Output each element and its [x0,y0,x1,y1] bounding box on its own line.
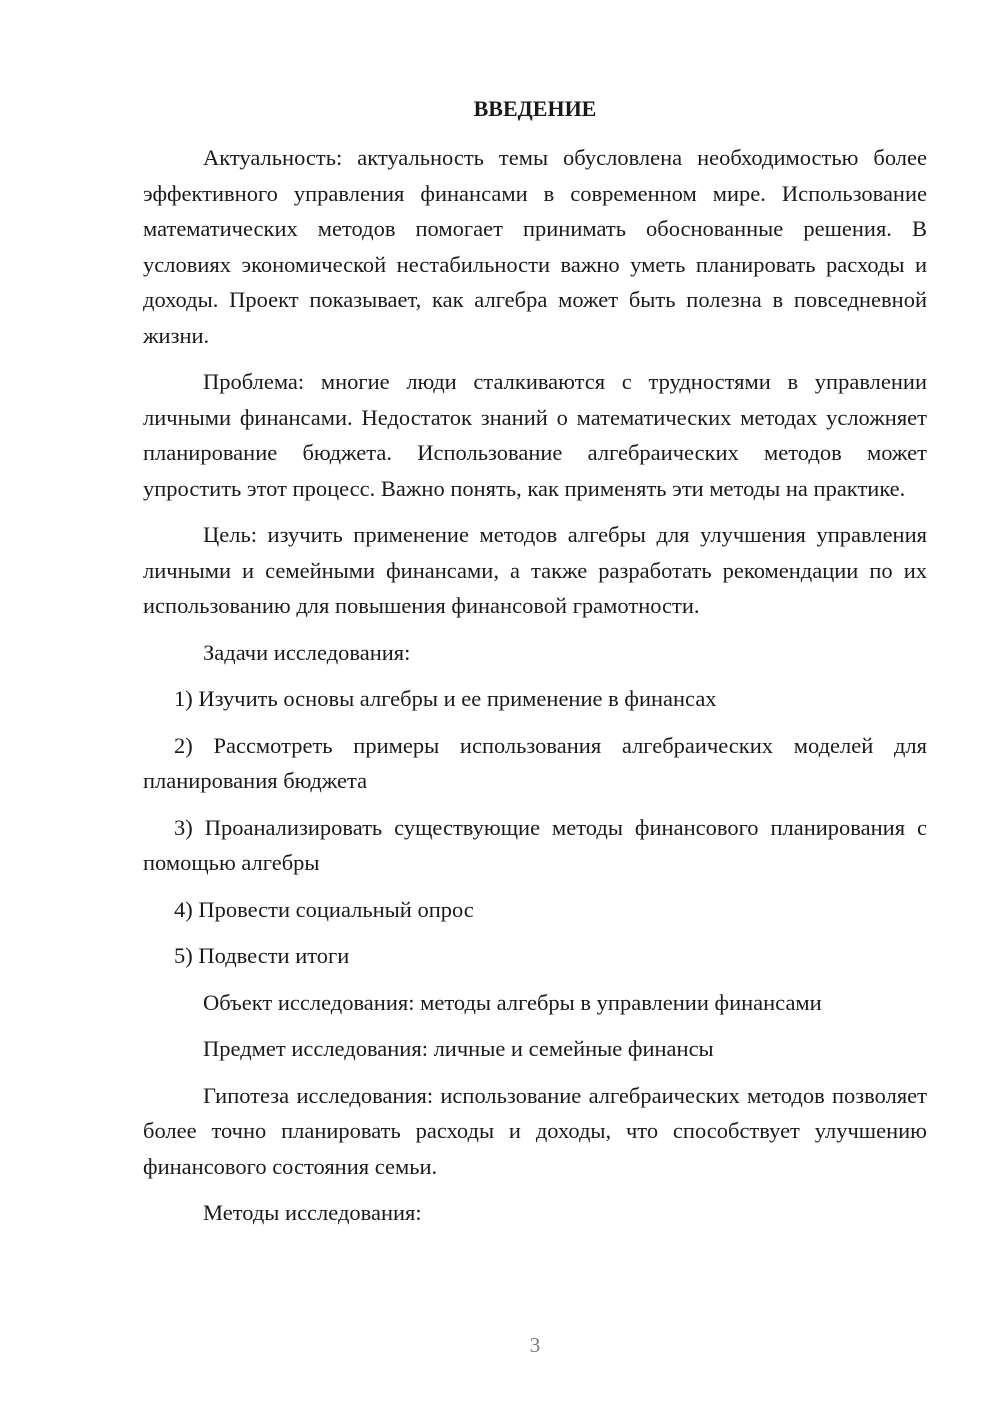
paragraph-tasks-heading: Задачи исследования: [203,639,411,665]
paragraph-goal: Цель: изучить применение методов алгебры для улучшения управления личными и семейными финансами, а также разработать рекомендации по их использованию для повышения финансовой грамотности. [143,522,927,618]
paragraph-problem: Проблема: многие люди сталкиваются с трудностями в управлении личными финансами. Недостаток знаний о математических методах усложняет планирование бюджета. Использование алгебраических методов может упростить этот процесс. Важно понять, как применять эти методы на практике. [143,369,927,501]
task-item: 4) Провести социальный опрос [174,896,474,922]
paragraph-methods: Методы исследования: [203,1200,422,1225]
task-item: 5) Подвести итоги [174,943,350,968]
section-title: ВВЕДЕНИЕ [473,96,597,121]
task-item: 2) Рассмотреть примеры использования алгебраических моделей для планирования бюджета [143,732,927,793]
task-item: 3) Проанализировать существующие методы финансового планирования с помощью алгебры [143,814,927,875]
paragraph-hypothesis: Гипотеза исследования: использование алгебраических методов позволяет более точно планировать расходы и доходы, что способствует улучшению финансового состояния семьи. [143,1082,927,1179]
page-number: 3 [529,1333,541,1357]
document-page [143,92,927,1242]
paragraph-relevance: Актуальность: актуальность темы обусловлена необходимостью более эффективного управления финансами в современном мире. Использование математических методов помогает принимать обоснованные решения. В условиях экономической нестабильности важно уметь планировать расходы и доходы. Проект показывает, как алгебра может быть полезна в повседневной жизни. [143,145,927,348]
paragraph-subject: Предмет исследования: личные и семейные финансы [203,1036,714,1061]
paragraph-object: Объект исследования: методы алгебры в управлении финансами [203,989,822,1015]
task-item: 1) Изучить основы алгебры и ее применение в финансах [174,686,717,711]
